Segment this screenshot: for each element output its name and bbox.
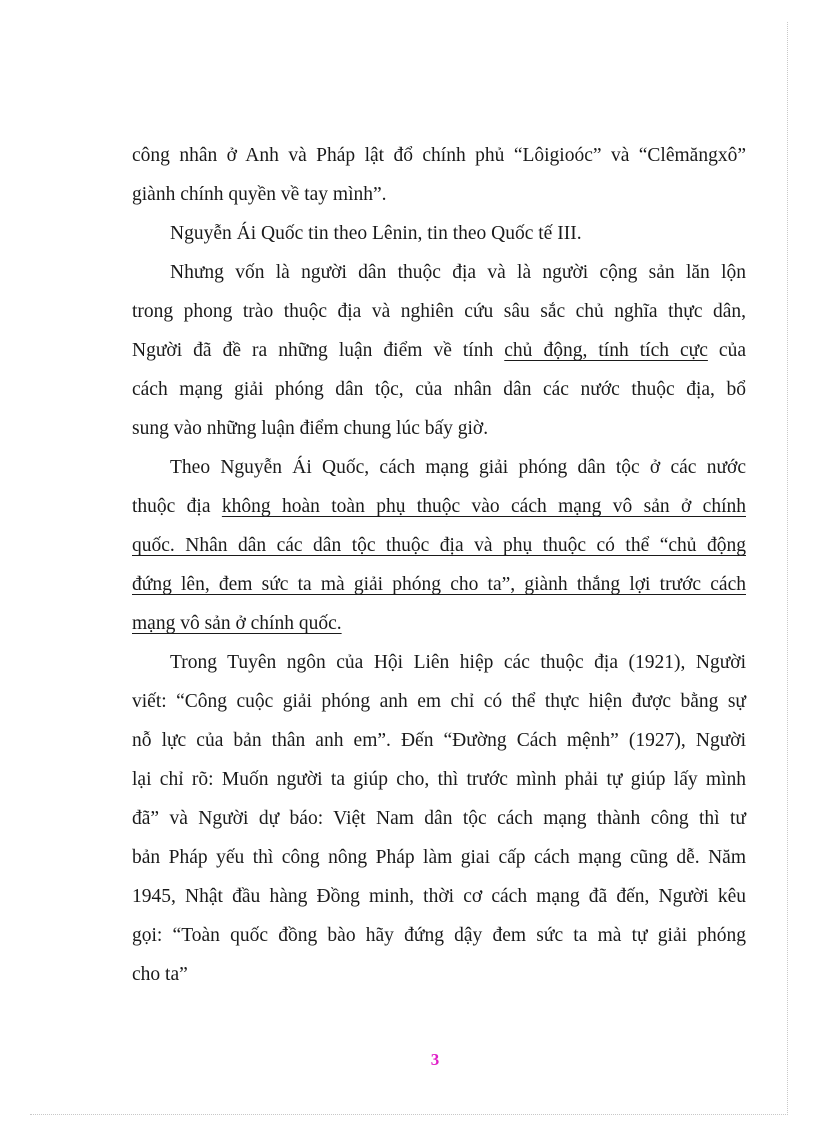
text-line: Nhưng vốn là người dân thuộc địa và là người cộng sản lăn lộn <box>170 262 746 283</box>
underlined-phrase: chủ động, tính tích cực <box>504 340 708 361</box>
text-line: cho ta” <box>132 964 188 985</box>
text-line: đã” và Người dự báo: Việt Nam dân tộc cách mạng thành công thì tư <box>132 808 746 829</box>
text-line: viết: “Công cuộc giải phóng anh em chỉ có thể thực hiện được bằng sự <box>132 691 746 712</box>
underlined-phrase: không hoàn toàn phụ thuộc vào cách mạng vô sản ở chính <box>221 496 746 517</box>
text-segment: của <box>707 340 746 361</box>
text-line: Theo Nguyễn Ái Quốc, cách mạng giải phóng dân tộc ở các nước <box>170 457 746 478</box>
text-line: sung vào những luận điểm chung lúc bấy giờ. <box>132 418 489 439</box>
paragraph-3 <box>132 253 746 448</box>
document-body <box>132 136 746 994</box>
paragraph-5 <box>132 643 746 994</box>
page-number: 3 <box>430 1050 440 1069</box>
text-segment: thuộc địa <box>132 496 222 517</box>
text-line: lại chỉ rõ: Muốn người ta giúp cho, thì trước mình phải tự giúp lấy mình <box>132 769 746 790</box>
text-line: công nhân ở Anh và Pháp lật đổ chính phủ “Lôigioóc” và “Clêmăngxô” <box>132 145 746 166</box>
text-line: giành chính quyền về tay mình”. <box>132 184 387 205</box>
underlined-line: mạng vô sản ở chính quốc. <box>132 613 342 634</box>
text-line <box>132 487 746 526</box>
text-line: nỗ lực của bản thân anh em”. Đến “Đường Cách mệnh” (1927), Người <box>132 730 746 751</box>
underlined-line: quốc. Nhân dân các dân tộc thuộc địa và phụ thuộc có thể “chủ động <box>132 535 746 556</box>
text-line: 1945, Nhật đầu hàng Đồng minh, thời cơ cách mạng đã đến, Người kêu <box>132 886 746 907</box>
text-line: trong phong trào thuộc địa và nghiên cứu sâu sắc chủ nghĩa thực dân, <box>132 301 746 322</box>
text-line: gọi: “Toàn quốc đồng bào hãy đứng dậy đem sức ta mà tự giải phóng <box>132 925 746 946</box>
text-segment: Người đã đề ra những luận điểm về tính <box>132 340 505 361</box>
text-line <box>132 331 746 370</box>
text-line: cách mạng giải phóng dân tộc, của nhân dân các nước thuộc địa, bổ <box>132 379 746 400</box>
text-line: Nguyễn Ái Quốc tin theo Lênin, tin theo Quốc tế III. <box>170 223 582 244</box>
paragraph-1 <box>132 136 746 214</box>
underlined-line: đứng lên, đem sức ta mà giải phóng cho ta”, giành thắng lợi trước cách <box>132 574 746 595</box>
text-line: Trong Tuyên ngôn của Hội Liên hiệp các thuộc địa (1921), Người <box>170 652 746 673</box>
paragraph-4 <box>132 448 746 643</box>
text-line: bản Pháp yếu thì công nông Pháp làm giai cấp cách mạng cũng dễ. Năm <box>132 847 746 868</box>
paragraph-2 <box>132 214 746 253</box>
